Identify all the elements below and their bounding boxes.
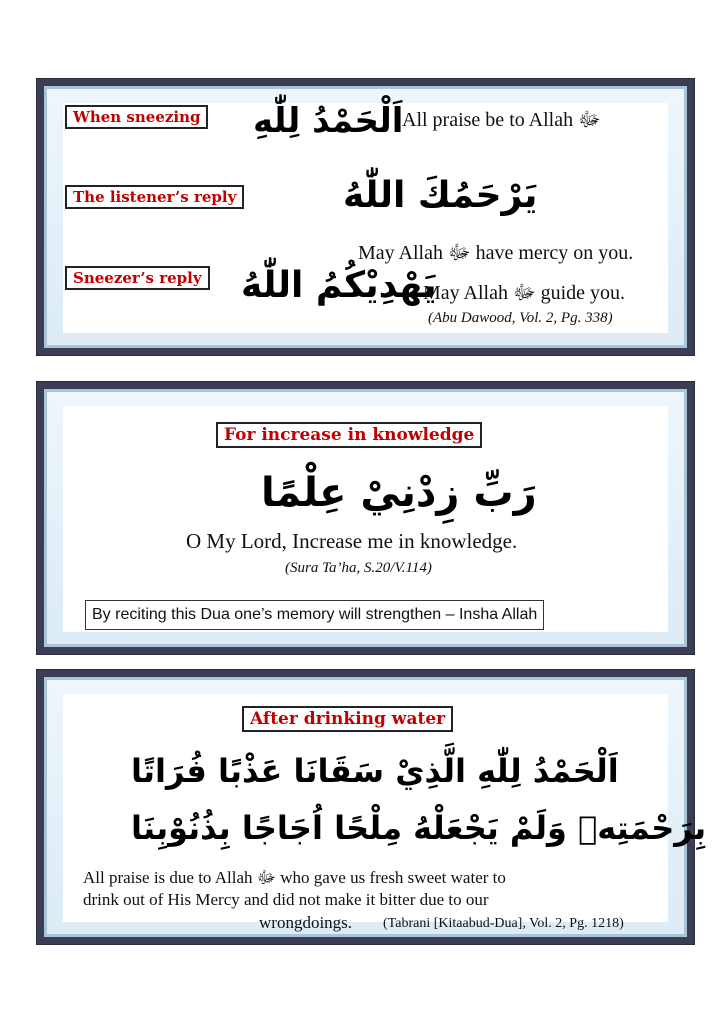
card-face bbox=[63, 406, 668, 632]
card-knowledge bbox=[36, 381, 695, 655]
label-increase-knowledge: For increase in knowledge bbox=[216, 422, 482, 448]
note-memory-strengthen: By reciting this Dua one’s memory will strengthen – Insha Allah bbox=[85, 600, 544, 630]
english-all-praise: All praise be to Allah ﷻ bbox=[402, 109, 601, 131]
english-line-2: drink out of His Mercy and did not make it bitter due to our bbox=[83, 890, 489, 909]
arabic-line-2: بِرَحْمَتِهٖ وَلَمْ يَجْعَلْهُ مِلْحًا اُجَاجًا بِذُنُوْبِنَا bbox=[131, 809, 707, 847]
english-guide-you: May Allah ﷻ guide you. bbox=[423, 282, 626, 304]
label-when-sneezing: When sneezing bbox=[65, 105, 208, 129]
card-face bbox=[63, 103, 668, 333]
arabic-yarhamukallah: يَرْحَمُكَ اللّٰهُ bbox=[343, 175, 538, 216]
reference-tabrani: (Tabrani [Kitaabud-Dua], Vol. 2, Pg. 1218) bbox=[383, 916, 624, 931]
english-line-3: wrongdoings. bbox=[259, 913, 353, 932]
reference-sura-taha: (Sura Ta’ha, S.20/V.114) bbox=[285, 560, 432, 576]
english-line-1: All praise is due to Allah ﷻ who gave us fresh sweet water to bbox=[83, 868, 506, 887]
label-listener-reply: The listener’s reply bbox=[65, 185, 244, 209]
english-mercy-on-you: May Allah ﷻ have mercy on you. bbox=[358, 242, 634, 264]
card-drinking-water bbox=[36, 669, 707, 945]
card-border bbox=[44, 389, 687, 647]
english-increase-knowledge: O My Lord, Increase me in knowledge. bbox=[186, 529, 518, 553]
label-after-drinking: After drinking water bbox=[242, 706, 453, 732]
arabic-rabbi-zidni-ilma: رَبِّ زِدْنِيْ عِلْمًا bbox=[261, 470, 537, 516]
label-sneezer-reply: Sneezer’s reply bbox=[65, 266, 210, 290]
card-face bbox=[63, 694, 707, 932]
arabic-line-1: اَلْحَمْدُ لِلّٰهِ الَّذِيْ سَقَانَا عَذْبًا فُرَاتًا bbox=[131, 752, 619, 790]
card-border bbox=[44, 86, 687, 348]
arabic-yahdikumullah: يَهْدِيْكُمُ اللّٰهُ bbox=[241, 265, 437, 306]
card-sneezing bbox=[36, 78, 695, 356]
reference-abu-dawood: (Abu Dawood, Vol. 2, Pg. 338) bbox=[428, 310, 613, 326]
arabic-alhamdulillah: اَلْحَمْدُ لِلّٰهِ bbox=[253, 101, 404, 141]
card-border bbox=[44, 677, 707, 937]
